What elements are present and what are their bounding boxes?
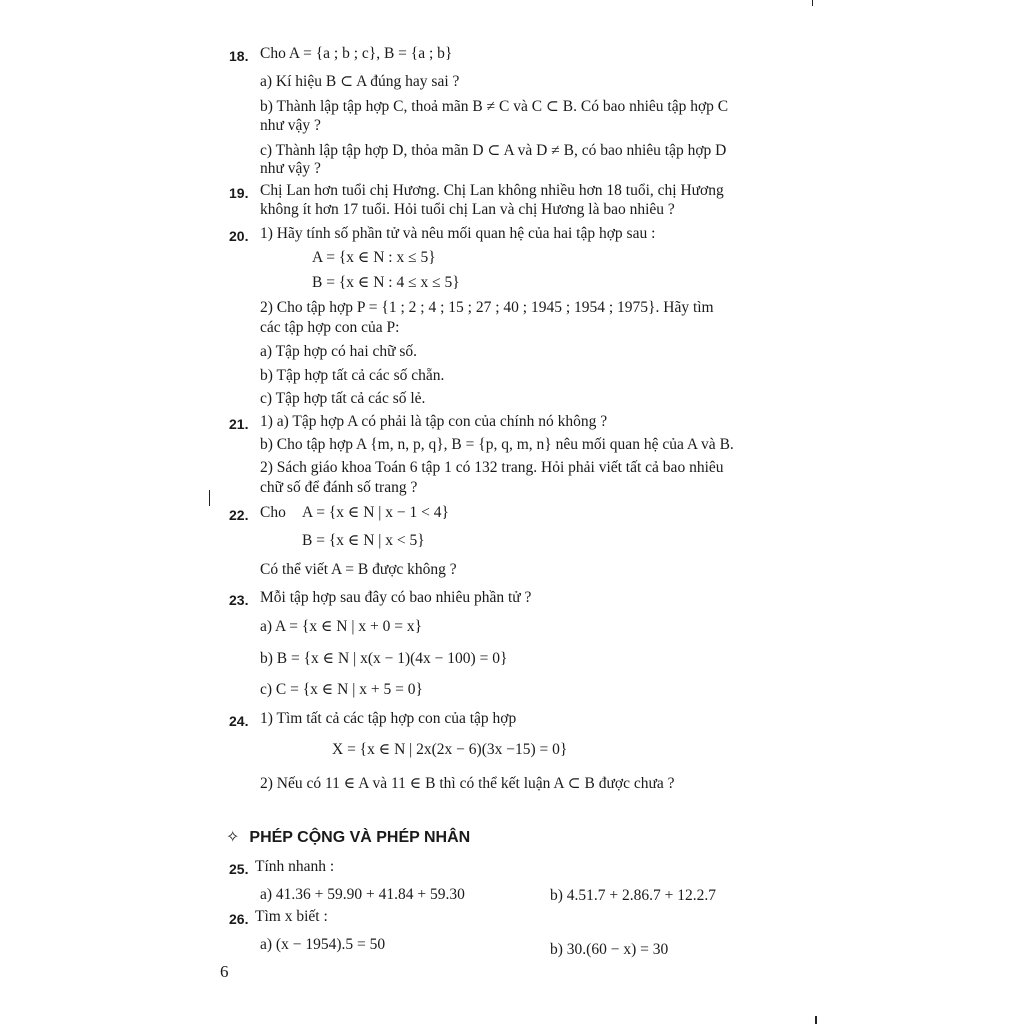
problem-18-part-c: c) Thành lập tập hợp D, thỏa mãn D ⊂ A và D ≠ B, có bao nhiêu tập hợp D xyxy=(260,142,727,159)
problem-20-part-2c: c) Tập hợp tất cả các số lẻ. xyxy=(260,390,426,407)
problem-25-part-a: a) 41.36 + 59.90 + 41.84 + 59.30 xyxy=(260,886,465,903)
problem-22-set-a: A = {x ∈ N | x − 1 < 4} xyxy=(302,504,449,521)
problem-26-part-b: b) 30.(60 − x) = 30 xyxy=(550,941,669,958)
problem-18-part-c-cont: như vậy ? xyxy=(260,160,321,177)
problem-22-cho: Cho xyxy=(260,504,286,521)
problem-20-part-2-cont: các tập hợp con của P: xyxy=(260,319,400,336)
problem-25-part-b: b) 4.51.7 + 2.86.7 + 12.2.7 xyxy=(550,887,717,904)
problem-26-statement: Tìm x biết : xyxy=(255,908,328,925)
problem-18-part-a: a) Kí hiệu B ⊂ A đúng hay sai ? xyxy=(260,73,460,90)
problem-25-number: 25. xyxy=(229,861,249,877)
problem-24-set-x: X = {x ∈ N | 2x(2x − 6)(3x −15) = 0} xyxy=(332,741,568,758)
problem-21-number: 21. xyxy=(229,416,249,432)
problem-23-part-a: a) A = {x ∈ N | x + 0 = x} xyxy=(260,618,423,635)
problem-24-part-2: 2) Nếu có 11 ∈ A và 11 ∈ B thì có thể kết luận A ⊂ B được chưa ? xyxy=(260,775,675,792)
problem-22-number: 22. xyxy=(229,507,249,523)
problem-24-part-1: 1) Tìm tất cả các tập hợp con của tập hợp xyxy=(260,710,517,727)
problem-18-part-b-cont: như vậy ? xyxy=(260,117,321,134)
page-number: 6 xyxy=(220,962,229,981)
problem-21-part-1a: 1) a) Tập hợp A có phải là tập con của chính nó không ? xyxy=(260,413,608,430)
problem-20-part-1: 1) Hãy tính số phần tử và nêu mối quan hệ của hai tập hợp sau : xyxy=(260,225,656,242)
section-title: PHÉP CỘNG VÀ PHÉP NHÂN xyxy=(249,829,471,846)
diamond-bullet-icon: ✧ xyxy=(226,829,240,846)
problem-20-part-2: 2) Cho tập hợp P = {1 ; 2 ; 4 ; 15 ; 27 ; 40 ; 1945 ; 1954 ; 1975}. Hãy tìm xyxy=(260,299,714,316)
problem-23-part-b: b) B = {x ∈ N | x(x − 1)(4x − 100) = 0} xyxy=(260,650,508,667)
problem-19-line-2: không ít hơn 17 tuổi. Hỏi tuổi chị Lan và chị Hương là bao nhiêu ? xyxy=(260,201,675,218)
problem-20-part-2b: b) Tập hợp tất cả các số chẵn. xyxy=(260,367,445,384)
problem-23-part-c: c) C = {x ∈ N | x + 5 = 0} xyxy=(260,681,423,698)
section-heading xyxy=(226,829,470,847)
problem-20-set-b: B = {x ∈ N : 4 ≤ x ≤ 5} xyxy=(312,274,460,291)
problem-18-statement: Cho A = {a ; b ; c}, B = {a ; b} xyxy=(260,45,453,62)
problem-21-part-2-cont: chữ số để đánh số trang ? xyxy=(260,479,418,496)
problem-21-part-1b: b) Cho tập hợp A {m, n, p, q}, B = {p, q, m, n} nêu mối quan hệ của A và B. xyxy=(260,436,734,453)
problem-24-number: 24. xyxy=(229,713,249,729)
problem-18-number: 18. xyxy=(229,48,249,64)
scan-mark-bottom-right xyxy=(815,1016,817,1024)
problem-23-statement: Mỗi tập hợp sau đây có bao nhiêu phần tử ? xyxy=(260,589,532,606)
scan-mark-top-right xyxy=(812,0,813,6)
problem-26-part-a: a) (x − 1954).5 = 50 xyxy=(260,936,386,953)
problem-20-number: 20. xyxy=(229,228,249,244)
problem-26-number: 26. xyxy=(229,911,249,927)
scan-mark-left xyxy=(209,490,210,506)
problem-21-part-2: 2) Sách giáo khoa Toán 6 tập 1 có 132 trang. Hỏi phải viết tất cả bao nhiêu xyxy=(260,459,724,476)
problem-19-line-1: Chị Lan hơn tuổi chị Hương. Chị Lan không nhiều hơn 18 tuổi, chị Hương xyxy=(260,182,724,199)
problem-18-part-b: b) Thành lập tập hợp C, thoả mãn B ≠ C và C ⊂ B. Có bao nhiêu tập hợp C xyxy=(260,98,729,115)
problem-19-number: 19. xyxy=(229,185,249,201)
problem-25-statement: Tính nhanh : xyxy=(255,858,335,875)
problem-22-question: Có thể viết A = B được không ? xyxy=(260,561,457,578)
problem-20-part-2a: a) Tập hợp có hai chữ số. xyxy=(260,343,418,360)
problem-22-set-b: B = {x ∈ N | x < 5} xyxy=(302,532,425,549)
problem-20-set-a: A = {x ∈ N : x ≤ 5} xyxy=(312,249,436,266)
problem-23-number: 23. xyxy=(229,592,249,608)
